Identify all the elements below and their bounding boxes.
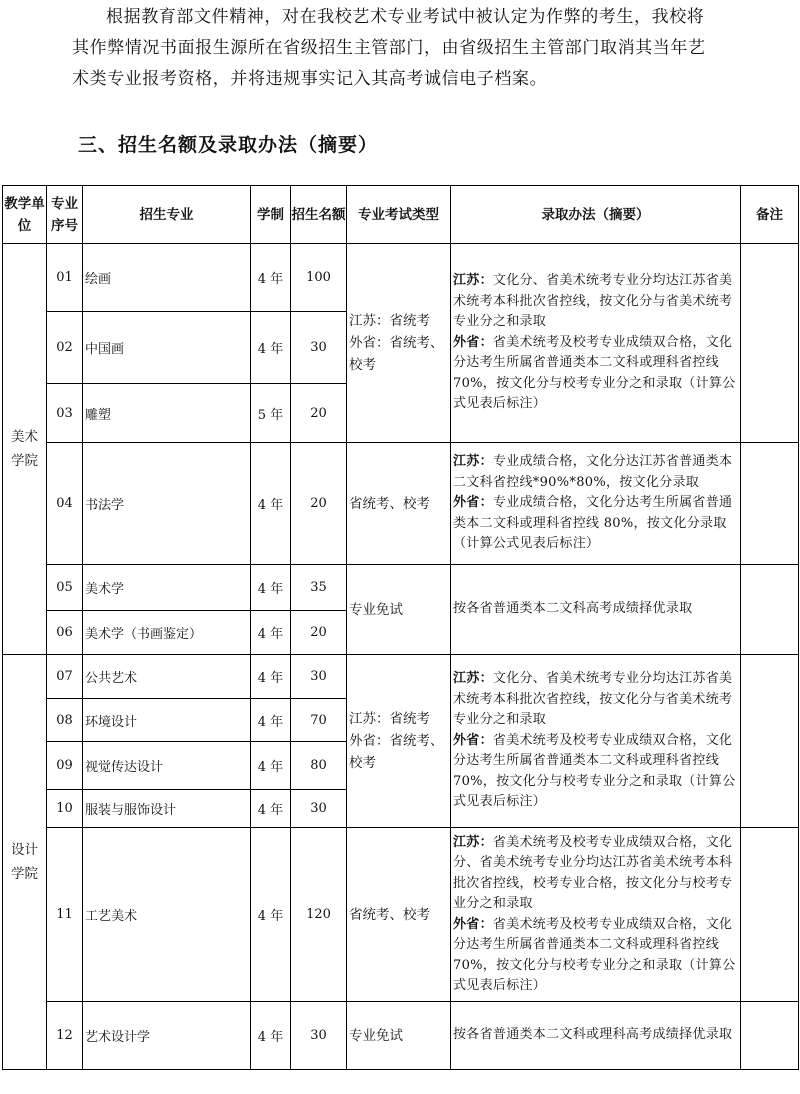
table-row [3, 655, 799, 699]
method-cell: 江苏：文化分、省美术统考专业分均达江苏省美术统考本科批次省控线，按文化分与省美术统考专业分之和录取 外省：省美术统考及校考专业成绩双合格，文化分达考生所属省普通类本二文科或理科省控线 70%，按文化分与校考专业分之和录取（计算公式见表后标注） [451, 244, 741, 443]
method-cell: 江苏：专业成绩合格，文化分达江苏省普通类本二文科省控线*90%*80%，按文化分录取 外省：专业成绩合格，文化分达考生所属省普通类本二文科或理科省控线 80%，按文化分录取（计算公式见表后标注） [451, 443, 741, 565]
remark-cell [741, 828, 799, 1002]
header-remark: 备注 [741, 186, 799, 244]
quota-cell: 30 [291, 312, 347, 384]
quota-cell: 80 [291, 742, 347, 790]
quota-cell: 70 [291, 699, 347, 742]
section-heading: 三、招生名额及录取办法（摘要） [78, 134, 379, 156]
quota-cell: 20 [291, 611, 347, 655]
years-cell: 4 年 [251, 1002, 291, 1070]
major-cell: 视觉传达设计 [83, 742, 251, 790]
quota-cell: 20 [291, 443, 347, 565]
quota-cell: 30 [291, 790, 347, 828]
exam-type-cell: 省统考、校考 [347, 828, 451, 1002]
intro-paragraph: 根据教育部文件精神，对在我校艺术专业考试中被认定为作弊的考生，我校将其作弊情况书面报生源所在省级招生主管部门，由省级招生主管部门取消其当年艺术类专业报考资格，并将违规事实记入其高考诚信电子档案。 [72, 7, 706, 89]
major-cell: 公共艺术 [83, 655, 251, 699]
remark-cell [741, 655, 799, 828]
years-cell: 4 年 [251, 443, 291, 565]
seq-cell: 02 [47, 312, 83, 384]
seq-cell: 07 [47, 655, 83, 699]
table-row [3, 565, 799, 611]
major-cell: 艺术设计学 [83, 1002, 251, 1070]
major-cell: 绘画 [83, 244, 251, 312]
years-cell: 4 年 [251, 828, 291, 1002]
seq-cell: 09 [47, 742, 83, 790]
remark-cell [741, 443, 799, 565]
header-quota: 招生名额 [291, 186, 347, 244]
seq-cell: 10 [47, 790, 83, 828]
seq-cell: 08 [47, 699, 83, 742]
header-method: 录取办法（摘要） [451, 186, 741, 244]
years-cell: 5 年 [251, 384, 291, 443]
years-cell: 4 年 [251, 312, 291, 384]
seq-cell: 11 [47, 828, 83, 1002]
method-cell: 江苏：文化分、省美术统考专业分均达江苏省美术统考本科批次省控线，按文化分与省美术统考专业分之和录取 外省：省美术统考及校考专业成绩双合格，文化分达考生所属省普通类本二文科或理科省控线 70%，按文化分与校考专业分之和录取（计算公式见表后标注） [451, 655, 741, 828]
header-years: 学制 [251, 186, 291, 244]
table-row [3, 1002, 799, 1070]
method-cell: 江苏：省美术统考及校考专业成绩双合格，文化分、省美术统考专业分均达江苏省美术统考本科批次省控线，校考专业合格，按文化分与校考专业分之和录取 外省：省美术统考及校考专业成绩双合格，文化分达考生所属省普通类本二文科或理科省控线 70%，按文化分与校考专业分之和录取（计算公式见表后标注） [451, 828, 741, 1002]
table-row [3, 244, 799, 312]
major-cell: 中国画 [83, 312, 251, 384]
quota-cell: 30 [291, 655, 347, 699]
method-cell: 按各省普通类本二文科或理科高考成绩择优录取 [451, 1002, 741, 1070]
method-cell: 按各省普通类本二文科高考成绩择优录取 [451, 565, 741, 655]
table-row [3, 443, 799, 565]
major-cell: 美术学 [83, 565, 251, 611]
major-cell: 环境设计 [83, 699, 251, 742]
exam-type-cell: 专业免试 [347, 1002, 451, 1070]
header-seq: 专业序号 [47, 186, 83, 244]
seq-cell: 05 [47, 565, 83, 611]
remark-cell [741, 1002, 799, 1070]
quota-cell: 35 [291, 565, 347, 611]
remark-cell [741, 244, 799, 443]
quota-cell: 100 [291, 244, 347, 312]
years-cell: 4 年 [251, 244, 291, 312]
seq-cell: 01 [47, 244, 83, 312]
header-exam-type: 专业考试类型 [347, 186, 451, 244]
seq-cell: 03 [47, 384, 83, 443]
admission-table [2, 185, 799, 1070]
years-cell: 4 年 [251, 611, 291, 655]
quota-cell: 120 [291, 828, 347, 1002]
dept-fine-arts: 美术 学院 [3, 244, 47, 655]
major-cell: 服装与服饰设计 [83, 790, 251, 828]
seq-cell: 06 [47, 611, 83, 655]
remark-cell [741, 565, 799, 655]
major-cell: 雕塑 [83, 384, 251, 443]
major-cell: 书法学 [83, 443, 251, 565]
header-major: 招生专业 [83, 186, 251, 244]
years-cell: 4 年 [251, 742, 291, 790]
years-cell: 4 年 [251, 699, 291, 742]
dept-design: 设计 学院 [3, 655, 47, 1070]
seq-cell: 04 [47, 443, 83, 565]
quota-cell: 20 [291, 384, 347, 443]
table-header-row [3, 186, 799, 244]
seq-cell: 12 [47, 1002, 83, 1070]
years-cell: 4 年 [251, 790, 291, 828]
exam-type-cell: 专业免试 [347, 565, 451, 655]
years-cell: 4 年 [251, 565, 291, 611]
exam-type-cell: 省统考、校考 [347, 443, 451, 565]
major-cell: 美术学（书画鉴定） [83, 611, 251, 655]
quota-cell: 30 [291, 1002, 347, 1070]
exam-type-cell: 江苏：省统考 外省：省统考、校考 [347, 244, 451, 443]
header-dept: 教学单位 [3, 186, 47, 244]
exam-type-cell: 江苏：省统考 外省：省统考、校考 [347, 655, 451, 828]
table-row [3, 828, 799, 1002]
major-cell: 工艺美术 [83, 828, 251, 1002]
years-cell: 4 年 [251, 655, 291, 699]
